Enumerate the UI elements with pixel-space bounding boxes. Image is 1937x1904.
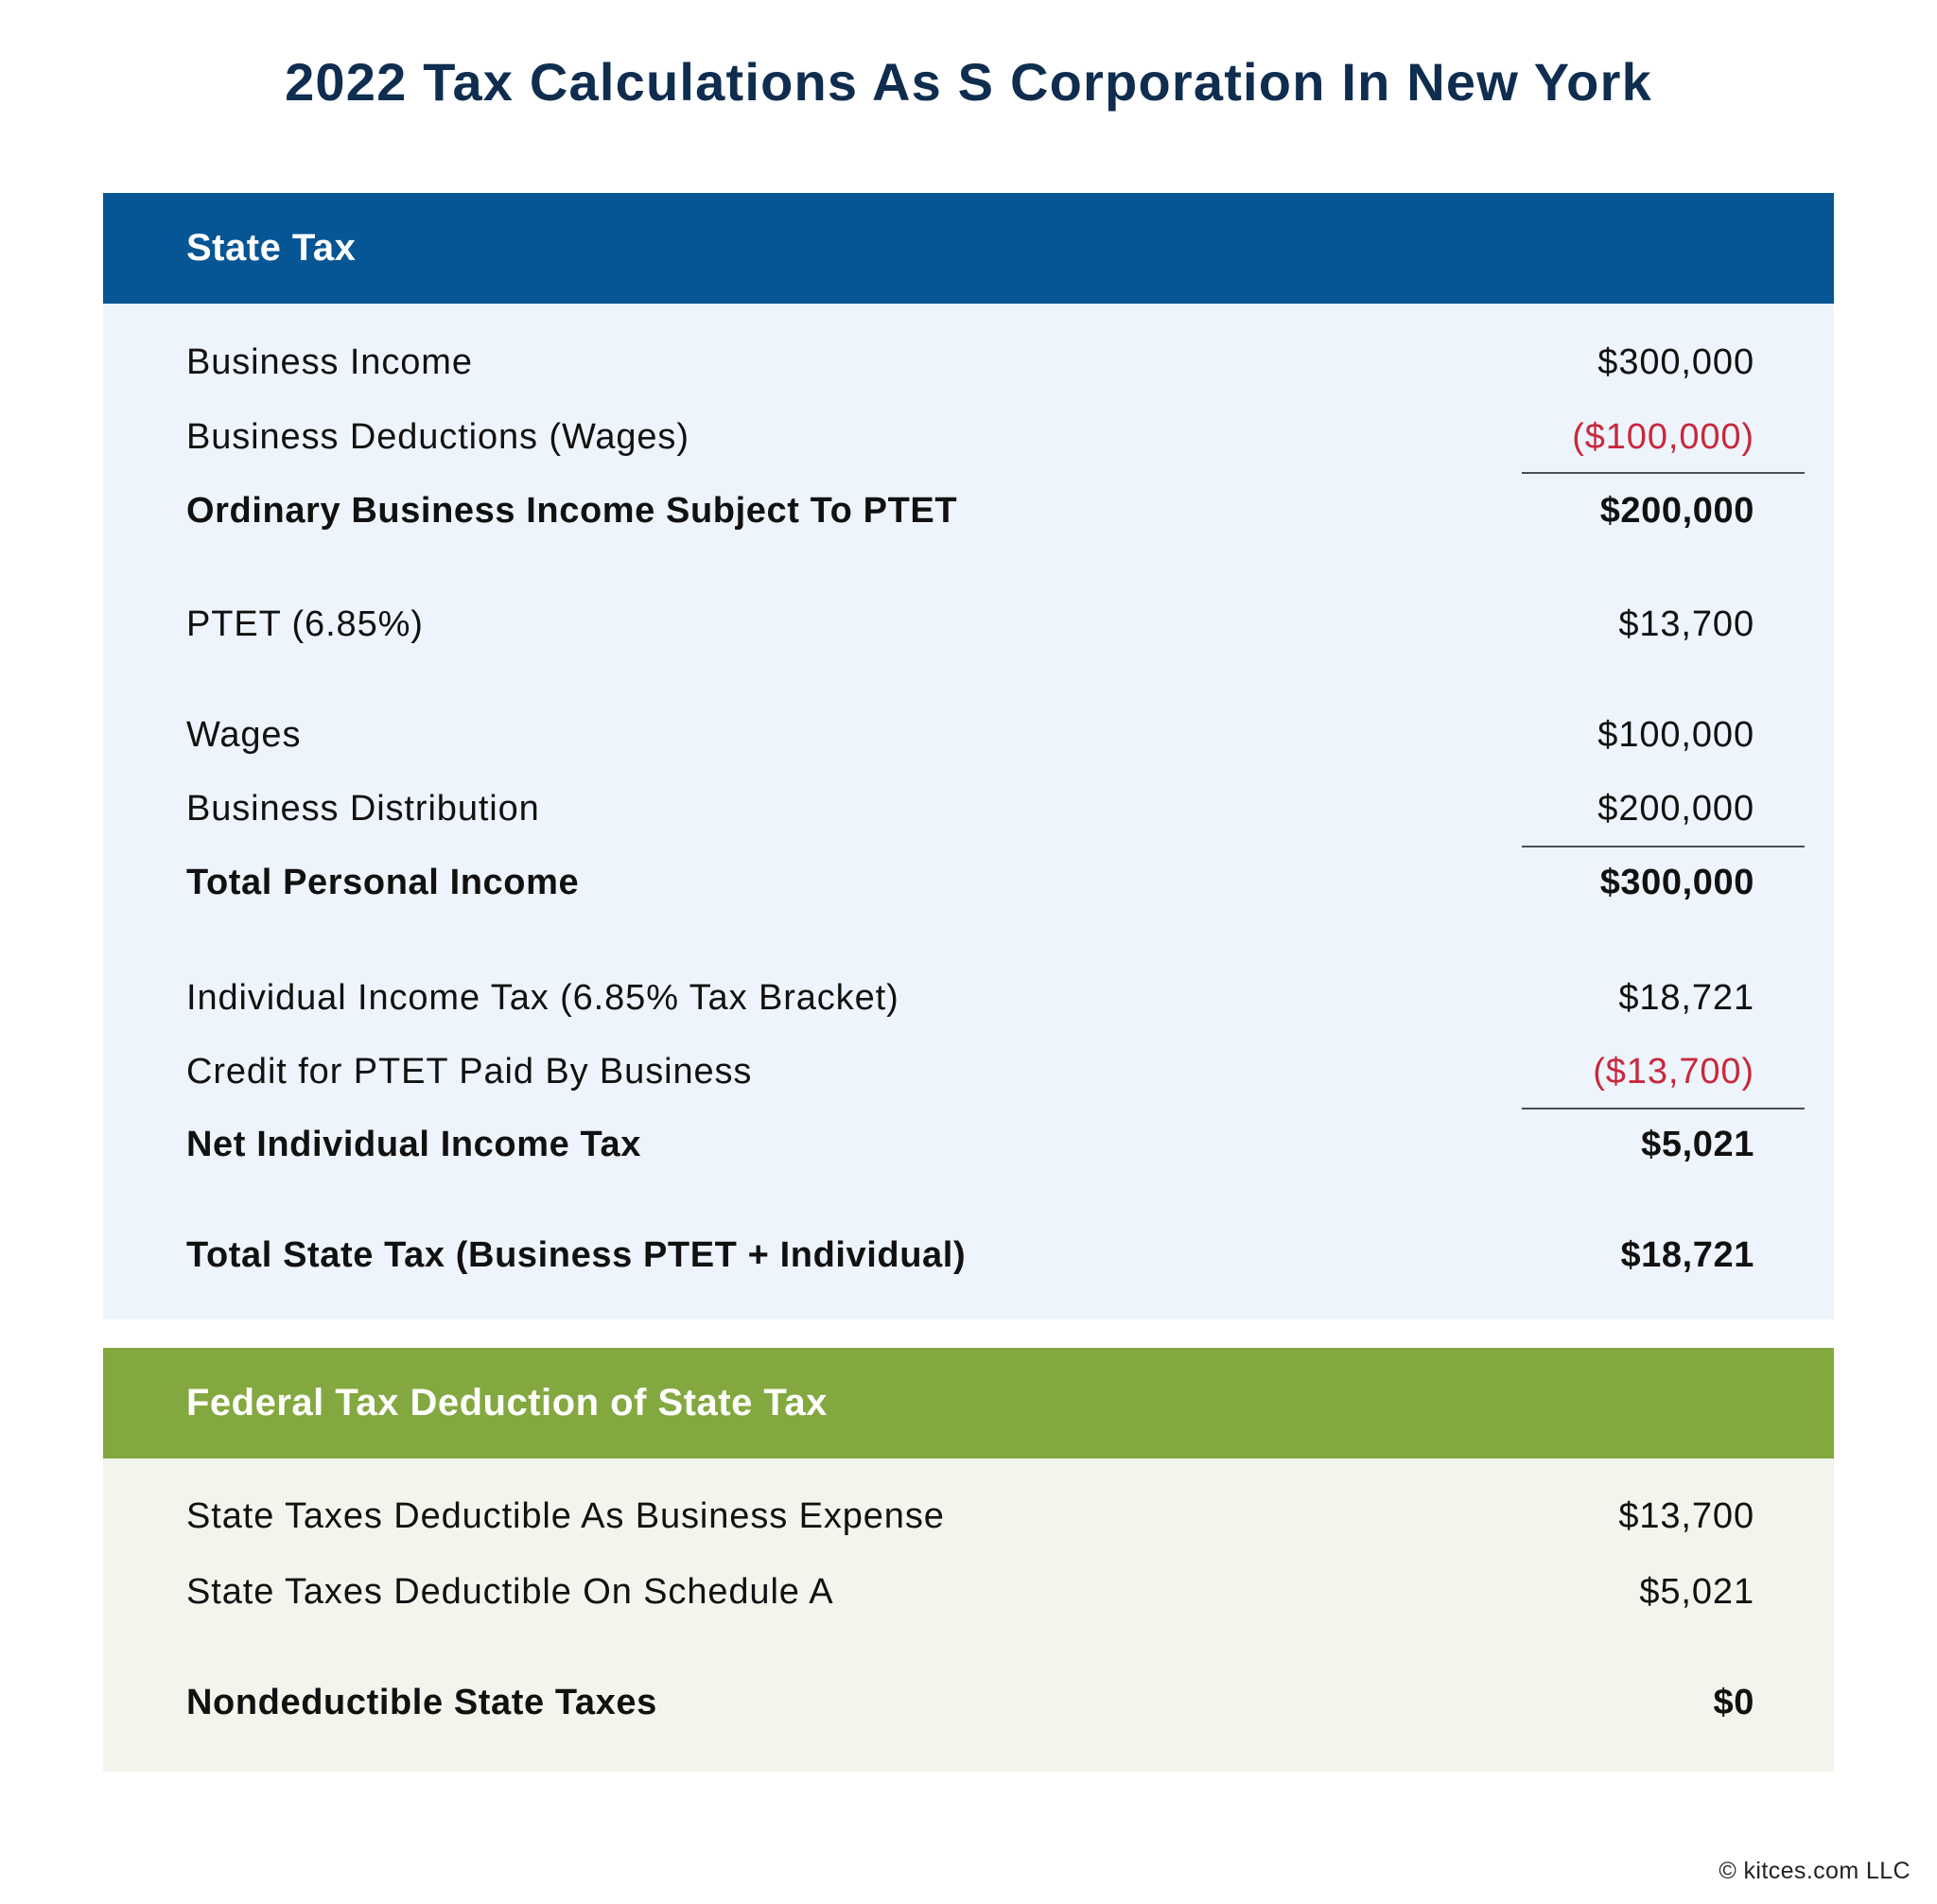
row-individual-income-tax: [186, 969, 1754, 1026]
row-value: $18,721: [1618, 977, 1754, 1018]
row-value: $300,000: [1599, 862, 1754, 902]
subtotal-divider: [1522, 1108, 1805, 1109]
row-label: Nondeductible State Taxes: [186, 1682, 657, 1722]
federal-deduction-header-label: Federal Tax Deduction of State Tax: [186, 1382, 828, 1424]
page-title: 2022 Tax Calculations As S Corporation In New York: [285, 52, 1652, 112]
row-business-deductions: [186, 409, 1754, 465]
row-value: $18,721: [1620, 1234, 1754, 1275]
row-label: Net Individual Income Tax: [186, 1124, 641, 1164]
row-value: $100,000: [1597, 714, 1754, 755]
row-business-distribution: [186, 780, 1754, 837]
row-label: Credit for PTET Paid By Business: [186, 1051, 753, 1092]
row-label: Ordinary Business Income Subject To PTET: [186, 490, 958, 531]
row-value: $5,021: [1639, 1571, 1754, 1612]
row-value-negative: ($100,000): [1572, 416, 1754, 457]
row-value: $200,000: [1597, 788, 1754, 829]
row-label: Business Income: [186, 341, 473, 382]
row-value: $5,021: [1641, 1124, 1754, 1164]
row-value: $0: [1713, 1682, 1754, 1722]
row-label: State Taxes Deductible As Business Expense: [186, 1495, 945, 1536]
row-value: $13,700: [1618, 603, 1754, 644]
subtotal-divider: [1522, 472, 1805, 474]
row-label: Total Personal Income: [186, 862, 580, 902]
row-total-personal-income: [186, 854, 1754, 911]
state-tax-header: [103, 193, 1834, 304]
row-label: Total State Tax (Business PTET + Individual): [186, 1234, 967, 1275]
row-nondeductible-state-taxes: [186, 1674, 1754, 1731]
row-wages: [186, 707, 1754, 763]
row-label: Wages: [186, 714, 302, 755]
row-business-expense-deduction: [186, 1488, 1754, 1545]
row-value: $13,700: [1618, 1495, 1754, 1536]
row-value: $200,000: [1599, 490, 1754, 531]
row-label: State Taxes Deductible On Schedule A: [186, 1571, 834, 1612]
subtotal-divider: [1522, 846, 1805, 847]
row-ptet: [186, 596, 1754, 653]
row-schedule-a-deduction: [186, 1563, 1754, 1620]
row-value-negative: ($13,700): [1593, 1051, 1754, 1092]
row-net-individual-income-tax: [186, 1116, 1754, 1173]
row-label: Business Distribution: [186, 788, 540, 829]
row-total-state-tax: [186, 1227, 1754, 1284]
row-business-income: [186, 334, 1754, 391]
row-ptet-credit: [186, 1043, 1754, 1100]
row-label: PTET (6.85%): [186, 603, 424, 644]
row-label: Business Deductions (Wages): [186, 416, 689, 457]
row-label: Individual Income Tax (6.85% Tax Bracket): [186, 977, 899, 1018]
copyright-footer: © kitces.com LLC: [1719, 1858, 1911, 1884]
federal-deduction-header: [103, 1348, 1834, 1459]
row-value: $300,000: [1597, 341, 1754, 382]
state-tax-header-label: State Tax: [186, 227, 357, 269]
row-ordinary-business-income: [186, 482, 1754, 539]
